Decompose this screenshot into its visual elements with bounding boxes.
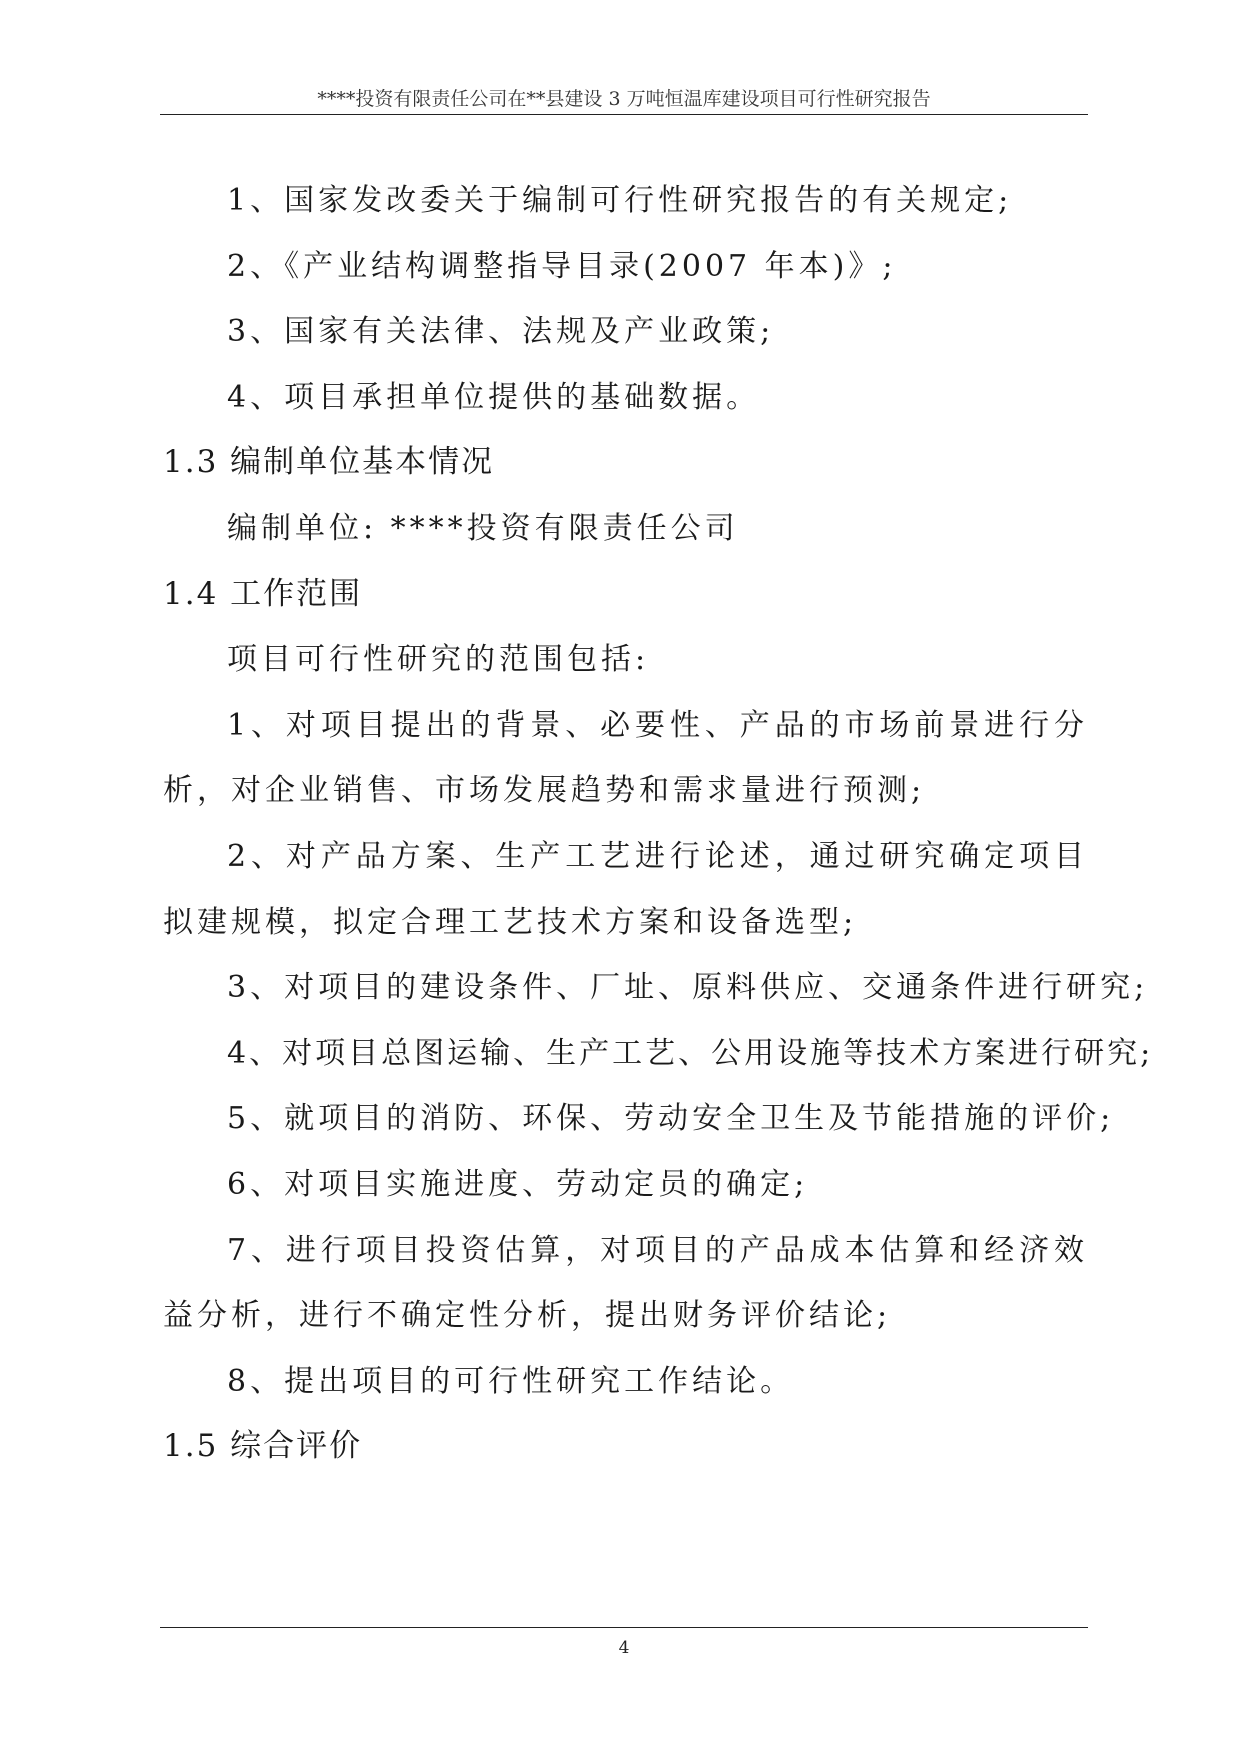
footer-divider bbox=[160, 1627, 1088, 1628]
section-heading-1-4: 1.4 工作范围 bbox=[163, 575, 363, 612]
page-body bbox=[163, 168, 1154, 1480]
basis-item: 2、《产业结构调整指导目录(2007 年本)》; bbox=[227, 248, 897, 284]
compiler-unit-text: 编制单位: ****投资有限责任公司 bbox=[227, 510, 739, 546]
section-heading-1-3: 1.3 编制单位基本情况 bbox=[163, 444, 495, 481]
basis-item: 4、项目承担单位提供的基础数据。 bbox=[227, 379, 761, 415]
scope-item: 8、提出项目的可行性研究工作结论。 bbox=[227, 1363, 795, 1399]
scope-item: 7、进行项目投资估算，对项目的产品成本估算和经济效益分析，进行不确定性分析，提出财务评价结论; bbox=[163, 1232, 1088, 1334]
page-number: 4 bbox=[618, 1638, 630, 1658]
basis-item: 1、国家发改委关于编制可行性研究报告的有关规定; bbox=[227, 183, 1013, 218]
running-header: ****投资有限责任公司在**县建设 3 万吨恒温库建设项目可行性研究报告 bbox=[317, 88, 931, 110]
scope-item: 4、对项目总图运输、生产工艺、公用设施等技术方案进行研究; bbox=[227, 1035, 1154, 1071]
header-divider bbox=[160, 114, 1088, 115]
basis-item: 3、国家有关法律、法规及产业政策; bbox=[227, 314, 775, 350]
scope-item: 6、对项目实施进度、劳动定员的确定; bbox=[227, 1166, 809, 1202]
scope-item: 3、对项目的建设条件、厂址、原料供应、交通条件进行研究; bbox=[227, 970, 1149, 1006]
scope-item: 5、就项目的消防、环保、劳动安全卫生及节能措施的评价; bbox=[227, 1101, 1115, 1137]
scope-intro: 项目可行性研究的范围包括: bbox=[227, 642, 650, 678]
scope-item: 2、对产品方案、生产工艺进行论述，通过研究确定项目拟建规模，拟定合理工艺技术方案和设备选型; bbox=[163, 838, 1088, 940]
scope-item: 1、对项目提出的背景、必要性、产品的市场前景进行分析，对企业销售、市场发展趋势和需求量进行预测; bbox=[163, 707, 1088, 809]
section-heading-1-5: 1.5 综合评价 bbox=[163, 1428, 363, 1465]
